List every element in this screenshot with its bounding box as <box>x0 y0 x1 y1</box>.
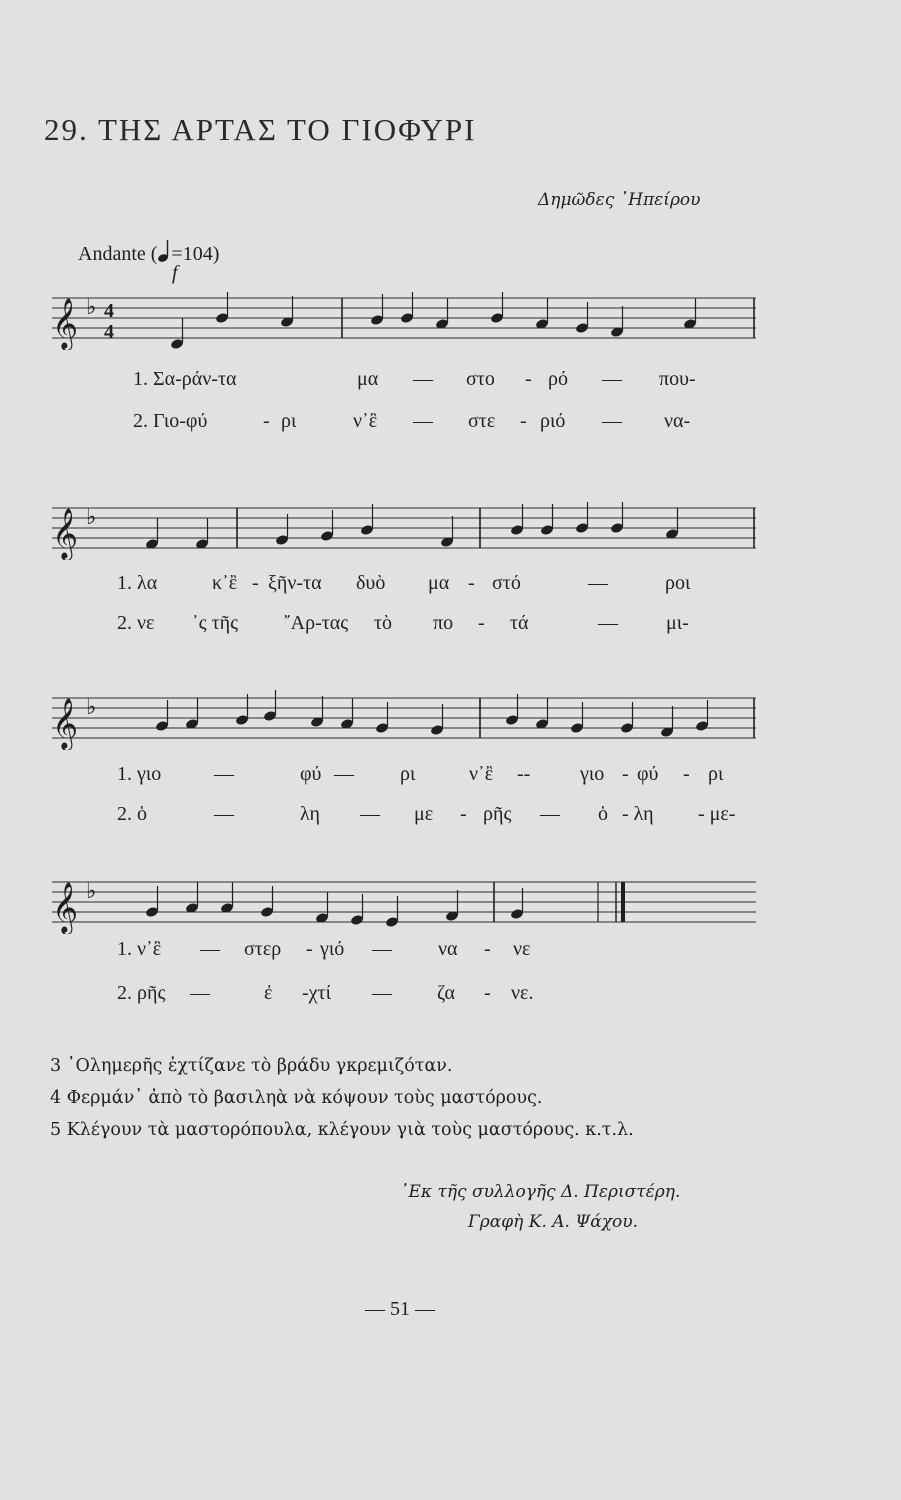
lyric-syllable: - <box>525 368 532 390</box>
notation-credit: Γραφὴ Κ. Α. Ψάχου. <box>468 1212 639 1232</box>
verse-5: 5 Κλέγουν τὰ μαστορόπουλα, κλέγουν γιὰ τοὺς μαστόρους. κ.τ.λ. <box>50 1120 634 1140</box>
lyric-syllable: 2. νε <box>117 612 155 634</box>
lyric-syllable: -χτί <box>302 982 331 1004</box>
lyric-syllable: - <box>484 938 491 960</box>
lyric-syllable: 2. ρῆς <box>117 982 166 1004</box>
lyric-syllable: - <box>252 572 259 594</box>
lyric-syllable: - <box>263 410 270 432</box>
lyric-syllable: - <box>484 982 491 1004</box>
flat-sign-icon: ♭ <box>86 879 97 904</box>
lyric-syllable: γιο <box>580 763 605 785</box>
lyric-syllable: ῎Αρ-τας <box>284 612 349 634</box>
treble-clef-icon: 𝄞 <box>52 698 79 749</box>
lyric-syllable: — <box>190 982 210 1004</box>
song-title: 29. ΤΗΣ ΑΡΤΑΣ ΤΟ ΓΙΟΦΥΡΙ <box>44 112 477 147</box>
lyric-syllable: γιό <box>320 938 345 960</box>
lyric-syllable: - <box>520 410 527 432</box>
lyric-syllable: — <box>602 368 622 390</box>
lyric-syllable: μι- <box>666 612 689 634</box>
lyric-syllable: τά <box>510 612 529 634</box>
lyric-syllable: — <box>602 410 622 432</box>
lyric-syllable: ρό <box>548 368 568 390</box>
music-staff-4 <box>42 874 760 934</box>
lyric-syllable: ροι <box>665 572 691 594</box>
lyric-syllable: νε. <box>511 982 534 1004</box>
lyric-syllable: ρι <box>708 763 724 785</box>
lyric-syllable: φύ <box>637 763 659 785</box>
lyric-syllable: με <box>414 803 434 825</box>
lyric-syllable: — <box>372 938 392 960</box>
lyric-syllable: ρι <box>281 410 297 432</box>
lyric-syllable: — <box>588 572 608 594</box>
lyric-syllable: 2. ὁ <box>117 803 147 825</box>
page-number: — 51 — <box>365 1298 435 1320</box>
lyric-syllable: — <box>598 612 618 634</box>
lyric-syllable: - <box>622 763 629 785</box>
lyric-syllable: δυὸ <box>356 572 386 594</box>
verse-4: 4 Φερμάν᾿ ἀπὸ τὸ βασιληὰ νὰ κόψουν τοὺς μαστόρους. <box>50 1088 543 1108</box>
lyric-syllable: ἐ <box>264 982 273 1004</box>
lyric-syllable: φύ <box>300 763 322 785</box>
treble-clef-icon: 𝄞 <box>52 508 79 559</box>
lyric-syllable: 2. Γιο-φύ <box>133 410 208 432</box>
quarter-note-icon <box>157 238 171 264</box>
lyric-syllable: - <box>306 938 313 960</box>
lyric-syllable: ριό <box>540 410 566 432</box>
lyric-syllable: — <box>334 763 354 785</box>
lyric-syllable: — <box>413 410 433 432</box>
time-signature-top: 4 <box>104 300 114 322</box>
flat-sign-icon: ♭ <box>86 695 97 720</box>
lyric-syllable: στό <box>492 572 521 594</box>
collection-credit: ᾿Εκ τῆς συλλογῆς Δ. Περιστέρη. <box>400 1182 681 1202</box>
lyric-syllable: ξῆν-τα <box>268 572 322 594</box>
lyric-syllable: στερ <box>244 938 282 960</box>
music-staff-1 <box>42 290 760 350</box>
lyric-syllable: 1. γιο <box>117 763 162 785</box>
lyric-syllable: πο <box>433 612 454 634</box>
lyric-syllable: μα <box>357 368 379 390</box>
tempo-text: Andante ( <box>78 243 158 265</box>
lyric-syllable: τὸ <box>374 612 393 634</box>
lyric-syllable: — <box>360 803 380 825</box>
lyric-syllable: - με- <box>698 803 736 825</box>
lyric-syllable: — <box>214 763 234 785</box>
lyric-syllable: — <box>413 368 433 390</box>
tempo-value: =104) <box>171 243 220 265</box>
lyric-syllable: — <box>214 803 234 825</box>
lyric-syllable: ρι <box>400 763 416 785</box>
tempo-marking <box>78 238 219 266</box>
flat-sign-icon: ♭ <box>86 505 97 530</box>
lyric-syllable: να- <box>664 410 691 432</box>
lyric-syllable: νε <box>513 938 531 960</box>
lyric-syllable: ρῆς <box>483 803 512 825</box>
verse-3: 3 ᾿Ολημερῆς ἐχτίζανε τὸ βράδυ γκρεμιζόταν. <box>50 1056 453 1076</box>
music-staff-3 <box>42 690 760 750</box>
lyric-syllable: ζα <box>437 982 456 1004</box>
lyric-syllable: - <box>460 803 467 825</box>
lyric-syllable: - <box>468 572 475 594</box>
lyric-syllable: που- <box>659 368 696 390</box>
lyric-syllable: — <box>372 982 392 1004</box>
lyric-syllable: ᾿ς τῆς <box>192 612 238 634</box>
lyric-syllable: - <box>683 763 690 785</box>
lyric-syllable: να <box>438 938 458 960</box>
lyric-syllable: ν᾿ἒ <box>469 763 494 785</box>
lyric-syllable: στε <box>468 410 496 432</box>
lyric-syllable: -- <box>517 763 531 785</box>
time-signature-bottom: 4 <box>104 321 114 343</box>
dynamic-forte: f <box>172 262 178 284</box>
treble-clef-icon: 𝄞 <box>52 882 79 933</box>
lyric-syllable: — <box>200 938 220 960</box>
lyric-syllable: ν᾿ἒ <box>353 410 378 432</box>
lyric-syllable: 1. Σα-ράν-τα <box>133 368 237 390</box>
lyric-syllable: - <box>478 612 485 634</box>
lyric-syllable: 1. λα <box>117 572 158 594</box>
lyric-syllable: λη <box>300 803 320 825</box>
lyric-syllable: 1. ν᾿ἒ <box>117 938 162 960</box>
flat-sign-icon: ♭ <box>86 295 97 320</box>
lyric-syllable: — <box>540 803 560 825</box>
lyric-syllable: μα <box>428 572 450 594</box>
lyric-syllable: στο <box>466 368 495 390</box>
lyric-syllable: κ᾿ἒ <box>212 572 238 594</box>
lyric-syllable: ὁ <box>598 803 608 825</box>
lyric-syllable: - λη <box>622 803 654 825</box>
song-origin: Δημῶδες ᾿Ηπείρου <box>538 190 701 210</box>
treble-clef-icon: 𝄞 <box>52 298 79 349</box>
music-staff-2 <box>42 500 760 560</box>
